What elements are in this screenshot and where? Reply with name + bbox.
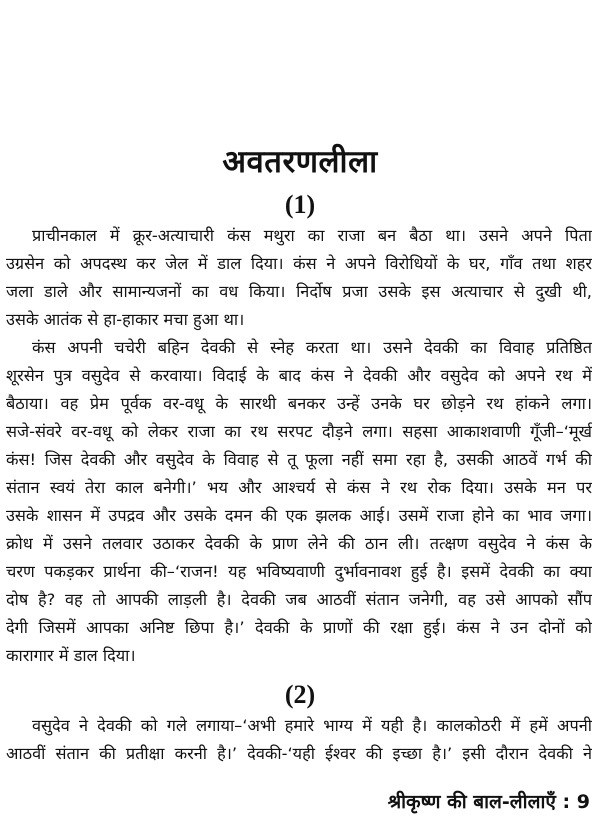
text-line: बैठाया। वह प्रेम पूर्वक वर-वधू के सारथी बनकर उन्हें उनके घर छोड़ने रथ हांकने लगा।	[6, 394, 592, 413]
chapter-title: अवतरणलीला	[222, 144, 378, 180]
footer-separator: :	[562, 791, 571, 813]
text-line: देगी जिसमें आपका अनिष्ट छिपा है।’ देवकी के प्राणों की रक्षा हुई। कंस ने उन दोनों को	[6, 618, 592, 637]
book-title: श्रीकृष्ण की बाल-लीलाएँ	[387, 791, 556, 813]
text-line: उग्रसेन को अपदस्थ कर जेल में डाल दिया। कंस ने अपने विरोधियों के घर, गाँव तथा शहर	[6, 254, 592, 273]
text-line: शूरसेन पुत्र वसुदेव से करवाया। विदाई के बाद कंस ने देवकी और वसुदेव को अपने रथ में	[6, 366, 592, 385]
text-line: आठवीं संतान की प्रतीक्षा करनी है।’ देवकी-‘यही ईश्वर की इच्छा है।’ इसी दौरान देवकी ने	[6, 744, 592, 763]
page-footer	[388, 788, 590, 814]
text-line: दोष है? वह तो आपकी लाड़ली है। देवकी जब आठवीं संतान जनेगी, वह उसे आपको सौंप	[6, 590, 592, 609]
section-number-2: (2)	[284, 680, 316, 709]
text-line: क्रोध में उसने तलवार उठाकर देवकी के प्राण लेने की ठान ली। तत्क्षण वसुदेव ने कंस के	[6, 534, 592, 553]
text-line: जला डाले और सामान्यजनों का वध किया। निर्दोष प्रजा उसके इस अत्याचार से दुखी थी,	[6, 282, 592, 301]
text-line: चरण पकड़कर प्रार्थना की–‘राजन! यह भविष्यवाणी दुर्भावनावश हुई है। इसमें देवकी का क्या	[6, 562, 592, 581]
text-line: कारागार में डाल दिया।	[6, 646, 136, 665]
text-line: संतान स्वयं तेरा काल बनेगी।’ भय और आश्चर्य से कंस ने रथ रोक दिया। उसके मन पर	[6, 478, 592, 497]
text-line: कंस अपनी चचेरी बहिन देवकी से स्नेह करता था। उसने देवकी का विवाह प्रतिष्ठित	[32, 338, 592, 357]
text-line: उसके आतंक से हा-हाकार मचा हुआ था।	[6, 310, 245, 329]
text-line: सजे-संवरे वर-वधू को लेकर राजा का रथ सरपट दौड़ने लगा। सहसा आकाशवाणी गूँजी–‘मूर्ख	[6, 422, 592, 441]
section-number-1: (1)	[284, 190, 316, 219]
text-line: उसके शासन में उपद्रव और उसके दमन की एक झलक आई। उसमें राजा होने का भाव जगा।	[6, 506, 592, 525]
text-line: प्राचीनकाल में क्रूर-अत्याचारी कंस मथुरा का राजा बन बैठा था। उसने अपने पिता	[32, 226, 592, 245]
text-line: वसुदेव ने देवकी को गले लगाया–‘अभी हमारे भाग्य में यही है। कालकोठरी में हमें अपनी	[32, 716, 592, 735]
text-line: कंस! जिस देवकी और वसुदेव के विवाह से तू फूला नहीं समा रहा है, उसकी आठवें गर्भ की	[6, 450, 592, 469]
page-number: 9	[576, 791, 590, 813]
